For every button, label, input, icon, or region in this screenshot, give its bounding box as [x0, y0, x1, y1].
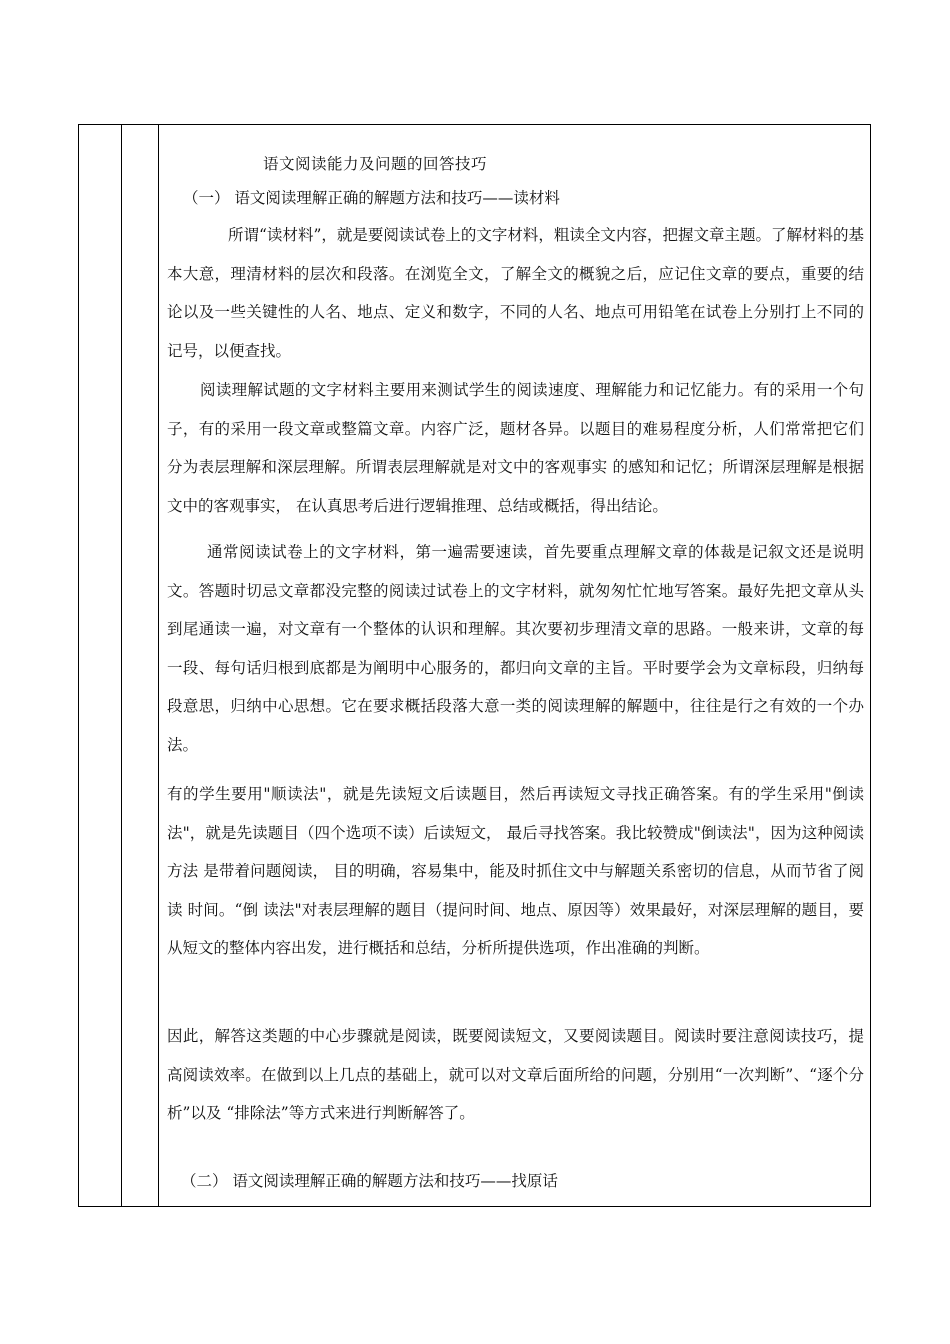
paragraph-1: 所谓“读材料”，就是要阅读试卷上的文字材料，粗读全文内容，把握文章主题。了解材料的基本大意，理清材料的层次和段落。在浏览全文，了解全文的概貌之后，应记住文章的要点，重要的结论以及一些关键性的人名、地点、定义和数字，不同的人名、地点可用铅笔在试卷上分别打上不同的记号，以便查找。 — [167, 226, 864, 360]
section-heading-2: （二） 语文阅读理解正确的解题方法和技巧——找原话 — [181, 1172, 558, 1190]
paragraph-3: 通常阅读试卷上的文字材料，第一遍需要速读，首先要重点理解文章的体裁是记叙文还是说明文。答题时切忌文章都没完整的阅读过试卷上的文字材料，就匆匆忙忙地写答案。最好先把文章从头到尾通读一遍，对文章有一个整体的认识和理解。其次要初步理清文章的思路。一般来讲，文章的每一段、每句话归根到底都是为阐明中心服务的，都归向文章的主旨。平时要学会为文章标段，归纳每段意思，归纳中心思想。它在要求概括段落大意一类的阅读理解的解题中，往往是行之有效的一个办法。 — [167, 543, 864, 754]
paragraph-2: 阅读理解试题的文字材料主要用来测试学生的阅读速度、理解能力和记忆能力。有的采用一个句子，有的采用一段文章或整篇文章。内容广泛，题材各异。以题目的难易程度分析，人们常常把它们分为表层理解和深层理解。所谓表层理解就是对文中的客观事实 的感知和记忆；所谓深层理解是根据文中的客观事实， 在认真思考后进行逻辑推理、总结或概括，得出结论。 — [167, 381, 864, 515]
paragraph-5: 因此，解答这类题的中心步骤就是阅读，既要阅读短文，又要阅读题目。阅读时要注意阅读技巧，提高阅读效率。在做到以上几点的基础上，就可以对文章后面所给的问题，分别用“一次判断”、“逐个分析”以及 “排除法”等方式来进行判断解答了。 — [167, 1027, 864, 1122]
column-divider-2 — [158, 125, 159, 1206]
paragraph-4: 有的学生要用"顺读法"，就是先读短文后读题目，然后再读短文寻找正确答案。有的学生采用"倒读法"，就是先读题目（四个选项不读）后读短文， 最后寻找答案。我比较赞成"倒读法"，因为这种阅读方法 是带着问题阅读， 目的明确，容易集中，能及时抓住文中与解题关系密切的信息，从而节省了阅读 时间。“倒 读法"对表层理解的题目（提问时间、地点、原因等）效果最好，对深层理解的题目，要从短文的整体内容出发，进行概括和总结，分析所提供选项，作出准确的判断。 — [167, 785, 864, 957]
column-divider-1 — [121, 125, 122, 1206]
section-heading-1: （一） 语文阅读理解正确的解题方法和技巧——读材料 — [183, 189, 560, 207]
document-title: 语文阅读能力及问题的回答技巧 — [263, 155, 488, 173]
table-frame — [78, 124, 871, 1207]
